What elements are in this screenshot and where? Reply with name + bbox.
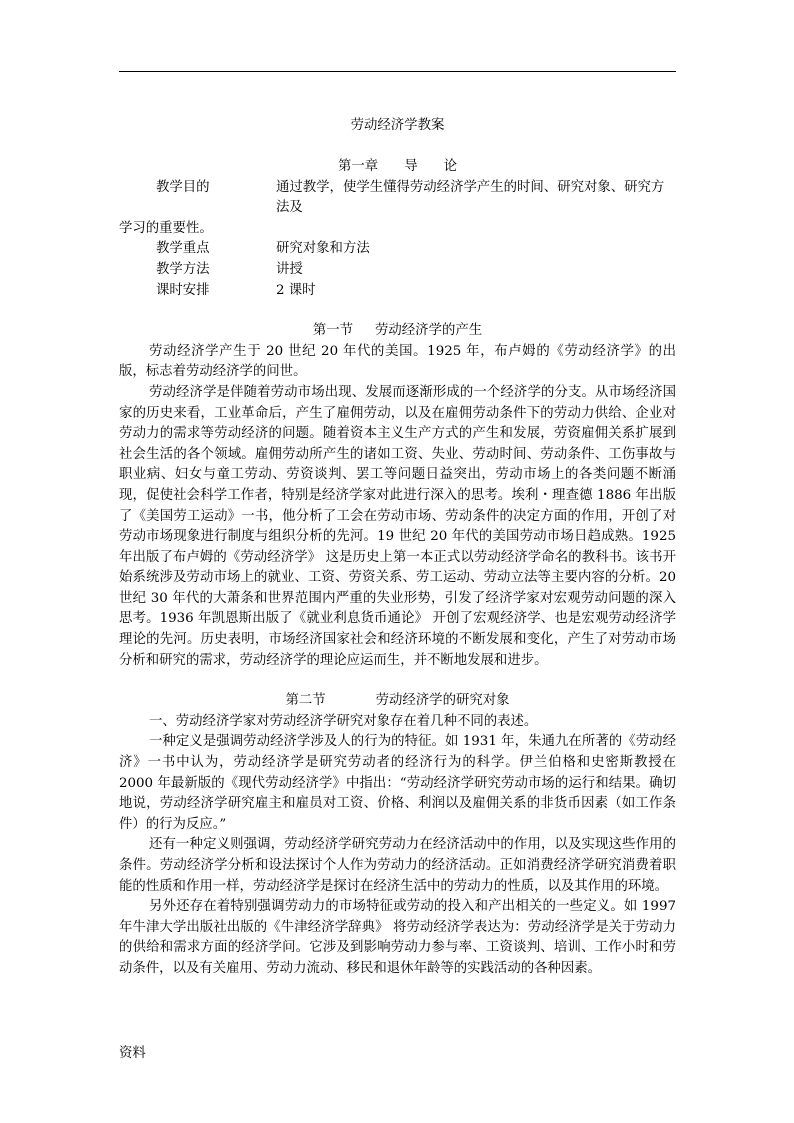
meta-focus-row: [119, 239, 676, 260]
section2-heading: [119, 691, 676, 712]
section1-heading: [119, 321, 676, 342]
meta-goal-value: 通过教学，使学生懂得劳动经济学产生的时间、研究对象、研究方法及: [276, 179, 665, 216]
section2-title: 劳动经济学的研究对象: [375, 693, 510, 709]
meta-hours-label: 课时安排: [156, 282, 210, 298]
section1-title: 劳动经济学的产生: [375, 323, 483, 339]
chapter-title-part1: 导: [404, 159, 418, 174]
meta-focus-value: 研究对象和方法: [276, 241, 370, 257]
section2-paragraph: 一种定义是强调劳动经济学涉及人的行为的特征。如 1931 年，朱通九在所著的《劳动经济》一书中认为，劳动经济学是研究劳动者的经济行为的科学。伊兰伯格和史密斯教授在 2000 年最新版的《现代劳动经济学》中指出：“劳动经济学研究劳动市场的运行和结果。确切地说，劳动经济学研究雇主和雇员对工资、价格、利润以及雇佣关系的非货币因素（如工作条件）的行为反应。”: [119, 734, 676, 832]
meta-method-value: 讲授: [276, 261, 303, 277]
header-rule: [119, 71, 676, 72]
meta-goal-wrap: 学习的重要性。: [119, 220, 213, 236]
meta-hours-value: 2 课时: [276, 282, 316, 298]
section1-number: 第一节: [312, 323, 354, 339]
section2-paragraph: 一、劳动经济学家对劳动经济学研究对象存在着几种不同的表述。: [149, 713, 538, 729]
section1-paragraph: 劳动经济学是伴随着劳动市场出现、发展而逐渐形成的一个经济学的分支。从市场经济国家的历史来看，工业革命后，产生了雇佣劳动，以及在雇佣劳动条件下的劳动力供给、企业对劳动力的需求等劳动经济的问题。随着资本主义生产方式的产生和发展，劳资雇佣关系扩展到社会生活的各个领域。雇佣劳动所产生的诸如工资、失业、劳动时间、劳动条件、工伤事故与职业病、妇女与童工劳动、劳资谈判、罢工等问题日益突出，劳动市场上的各类问题不断涌现，促使社会科学工作者，特别是经济学家对此进行深入的思考。埃利・理查德 1886 年出版了《美国劳工运动》一书，他分析了工会在劳动市场、劳动条件的决定方面的作用，开创了对劳动市场现象进行制度与组织分析的先河。19 世纪 20 年代的美国劳动市场日趋成熟。1925 年出版了布卢姆的《劳动经济学》 这是历史上第一本正式以劳动经济学命名的教科书。该书开始系统涉及劳动市场上的就业、工资、劳资关系、劳工运动、劳动立法等主要内容的分析。20 世纪 30 年代的大萧条和世界范围内严重的失业形势，引发了经济学家对宏观劳动问题的深入思考。1936 年凯恩斯出版了《就业利息货币通论》 开创了宏观经济学、也是宏观劳动经济学理论的先河。历史表明，市场经济国家社会和经济环境的不断发展和变化，产生了对劳动市场分析和研究的需求，劳动经济学的理论应运而生，并不断地发展和进步。: [119, 384, 676, 668]
meta-goal-label: 教学目的: [156, 179, 210, 195]
meta-hours-row: [119, 281, 676, 302]
chapter-heading: [119, 157, 676, 178]
chapter-title-part2: 论: [443, 159, 457, 174]
section2-paragraph: 还有一种定义则强调，劳动经济学研究劳动力在经济活动中的作用，以及实现这些作用的条件。劳动经济学分析和设法探讨个人作为劳动力的经济活动。正如消费经济学研究消费着职能的性质和作用一样，劳动经济学是探讨在经济生活中的劳动力的性质，以及其作用的环境。: [119, 837, 676, 894]
section1-paragraph: 劳动经济学产生于 20 世纪 20 年代的美国。1925 年，布卢姆的《劳动经济学》的出版，标志着劳动经济学的问世。: [119, 343, 676, 380]
meta-method-row: [119, 260, 676, 281]
document-title: 劳动经济学教案: [350, 118, 445, 133]
section2-number: 第二节: [285, 693, 326, 709]
document-body: [119, 116, 676, 980]
chapter-number: 第一章: [338, 159, 379, 174]
section2-paragraph: 另外还存在着特别强调劳动力的市场特征或劳动的投入和产出相关的一些定义。如 1997 年牛津大学出版社出版的《牛津经济学辞典》 将劳动经济学表达为：劳动经济学是关于劳动力的供给和需求方面的经济学问。它涉及到影响劳动力参与率、工资谈判、培训、工作小时和劳动条件，以及有关雇用、劳动力流动、移民和退休年龄等的实践活动的各种因素。: [119, 899, 676, 976]
meta-method-label: 教学方法: [156, 261, 210, 277]
meta-focus-label: 教学重点: [156, 241, 210, 257]
meta-goal-row: [119, 178, 676, 219]
page-footer: 资料: [119, 1046, 146, 1061]
